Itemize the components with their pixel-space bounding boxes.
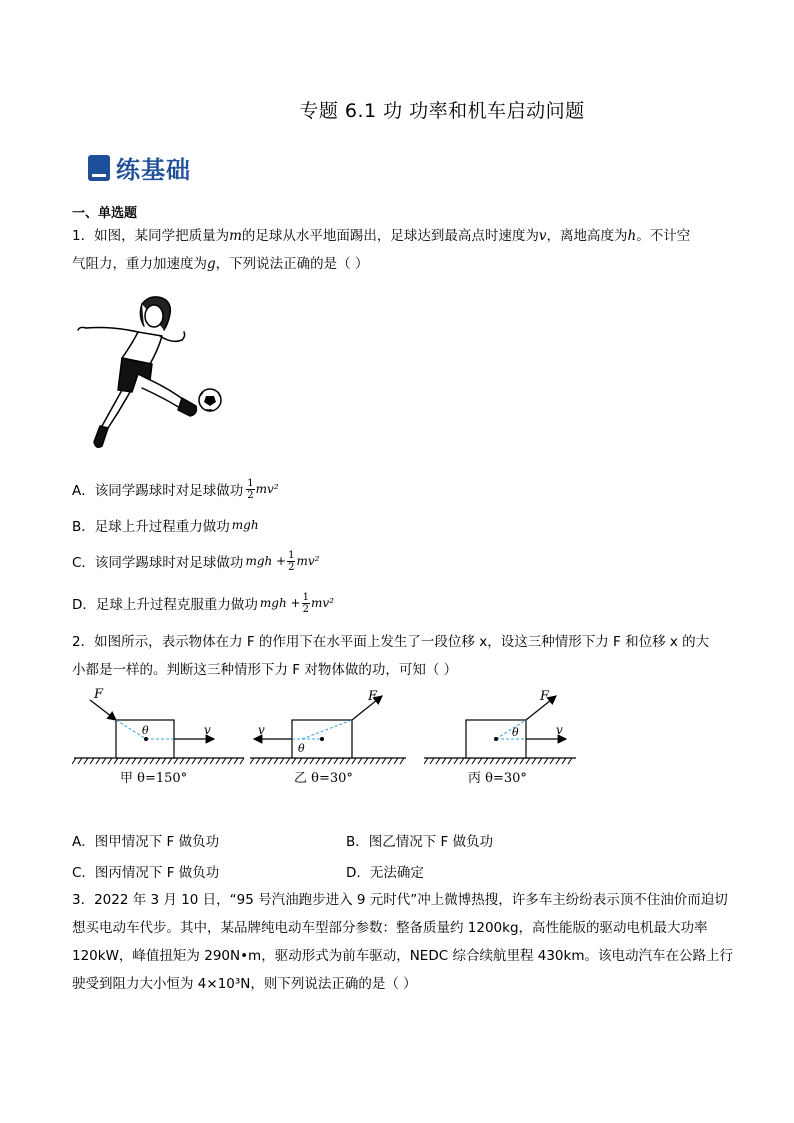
question-1-line-2: 气阻力，重力加速度为g，下列说法正确的是（ ） — [72, 256, 369, 272]
theta-label: θ — [512, 726, 519, 739]
question-1-option-b[interactable]: B．足球上升过程重力做功 mgh — [72, 518, 259, 535]
diagram-jia — [72, 686, 252, 790]
page-title: 专题 6.1 功 功率和机车启动问题 — [299, 100, 585, 122]
velocity-label: v — [258, 723, 265, 737]
question-1-line-1: 1．如图，某同学把质量为m的足球从水平地面踢出，足球达到最高点时速度为v，离地高度为h。不计空 — [72, 228, 691, 244]
question-2-option-a[interactable]: A．图甲情况下 F 做负功 — [72, 834, 220, 850]
book-icon — [88, 155, 110, 181]
question-1-text — [72, 222, 732, 278]
soccer-player-illustration — [72, 292, 232, 457]
diagram-caption: 甲 θ=150° — [120, 771, 188, 786]
banner-text: 练基础 — [116, 156, 191, 184]
diagram-bing — [424, 686, 584, 790]
force-label: F — [540, 689, 550, 704]
question-3-line-4: 驶受到阻力大小恒为 4×10³N，则下列说法正确的是（ ） — [72, 976, 417, 992]
question-2-line-1: 2．如图所示，表示物体在力 F 的作用下在水平面上发生了一段位移 x，设这三种情形下力 F 和位移 x 的大 — [72, 634, 710, 650]
velocity-label: v — [556, 723, 563, 737]
question-2-option-d[interactable]: D．无法确定 — [346, 865, 424, 881]
force-label: F — [368, 689, 378, 704]
question-1-option-d[interactable]: D．足球上升过程克服重力做功 mgh + $\frac{1}{2}$ mv² — [72, 591, 334, 615]
section-banner — [88, 150, 191, 185]
question-2-option-b[interactable]: B．图乙情况下 F 做负功 — [346, 834, 494, 850]
question-3-line-1: 3．2022 年 3 月 10 日，“95 号汽油跑步进入 9 元时代”冲上微博热搜，许多车主纷纷表示顶不住油价而迫切 — [72, 892, 728, 908]
question-3-text — [72, 886, 734, 998]
theta-label: θ — [298, 742, 305, 755]
question-2-line-2: 小都是一样的。判断这三种情形下力 F 对物体做的功，可知（ ） — [72, 662, 458, 678]
diagram-caption: 乙 θ=30° — [294, 771, 353, 786]
diagram-caption: 丙 θ=30° — [468, 771, 527, 786]
question-2-text — [72, 628, 732, 684]
question-1-option-a[interactable]: A．该同学踢球时对足球做功 $\frac{1}{2}$ mv² — [72, 477, 279, 501]
diagram-yi — [250, 686, 410, 790]
velocity-label: v — [204, 723, 211, 737]
theta-label: θ — [142, 724, 149, 737]
question-3-line-3: 120kW，峰值扭矩为 290N•m，驱动形式为前车驱动，NEDC 综合续航里程 430km。该电动汽车在公路上行 — [72, 948, 733, 964]
question-2-option-c[interactable]: C．图丙情况下 F 做负功 — [72, 865, 220, 881]
section-heading: 一、单选题 — [72, 206, 138, 221]
force-label: F — [94, 687, 104, 702]
question-3-line-2: 想买电动车代步。其中，某品牌纯电动车型部分参数：整备质量约 1200kg，高性能版的驱动电机最大功率 — [72, 920, 708, 936]
question-1-option-c[interactable]: C．该同学踢球时对足球做功 mgh + $\frac{1}{2}$ mv² — [72, 549, 320, 573]
